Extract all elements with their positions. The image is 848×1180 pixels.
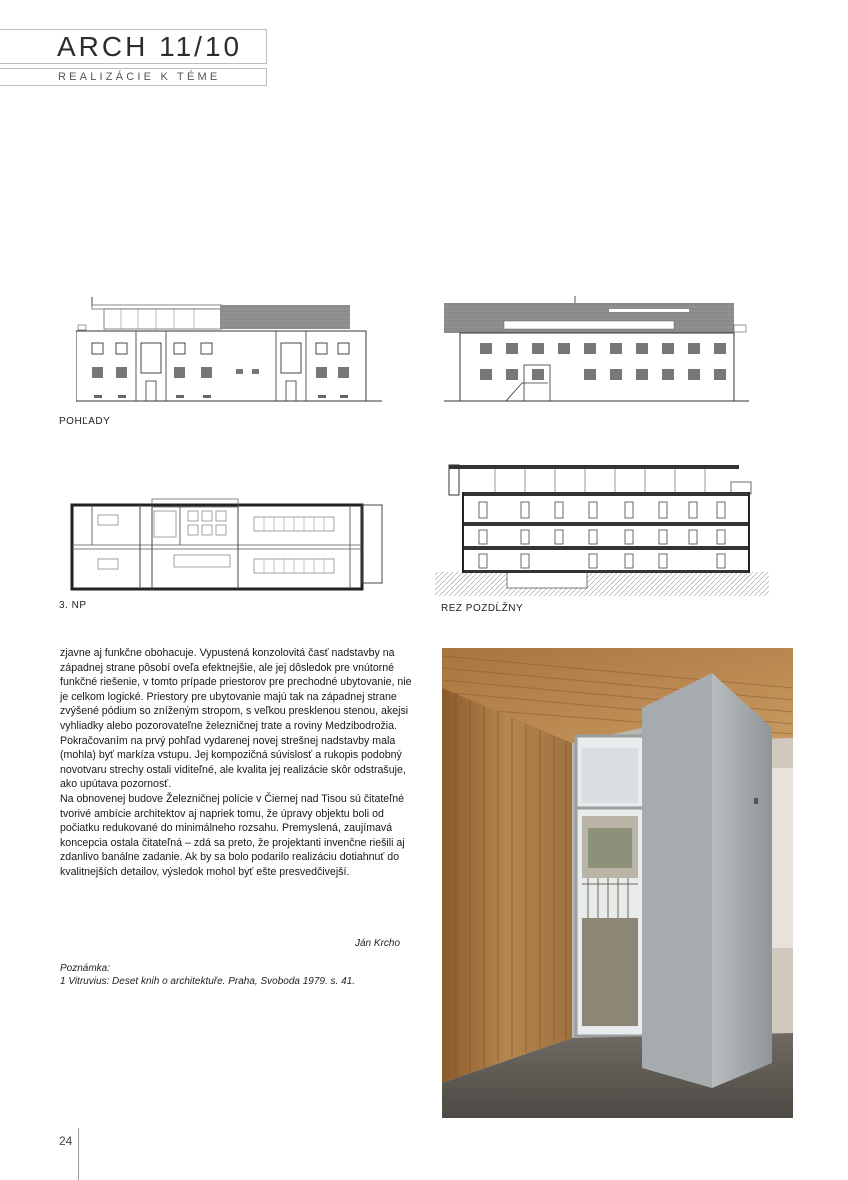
section-subtitle: REALIZÁCIE K TÉME xyxy=(58,71,221,83)
article-paragraph: Na obnovenej budove Železničnej polície v Čiernej nad Tisou sú čitateľné tvorivé ambície architektov aj napriek tomu, že úpravy objektu boli od počiatku redukované do minimálneho rozsahu. Premyslená, zaujímavá koncepcia ostala čitateľná – zdá sa preto, že projektanti invenčne riešili aj zdanlivo banálne zadanie. Ak by sa bolo podarilo realizáciu dotiahnuť do kvalitnejších detailov, výsledok mohol byť ešte presvedčivejší. xyxy=(60,792,405,878)
article-body xyxy=(60,646,415,880)
page-number-rule xyxy=(78,1128,79,1180)
elevations-caption: POHĽADY xyxy=(59,416,111,427)
footnote xyxy=(60,962,355,988)
elevation-drawing-right xyxy=(444,295,749,403)
article-paragraph: zjavne aj funkčne obohacuje. Vypustená konzolovitá časť nadstavby na západnej strane pôsobí oveľa efektnejšie, ale jej dôsledok pre vnútorné funkčné riešenie, v tomto prípade priestorov pre prechodné ubytovanie, nie je celkom logické. Priestory pre ubytovanie majú tak na západnej strane zvýšené pódium so zníženým stropom, s veľkou presklenou stenou, akejsi vyhliadky alebo pozorovateľne železničnej trate a roviny Medzibodrožia. Pokračovaním na prvý pohľad vydarenej novej strešnej nadstavby mala (mohla) byť markíza vstupu. Jej kompozičná súvislosť a rukopis podobný novotvaru strechy ostali viditeľné, ale kvalita jej realizácie skôr odstrašuje, ako upútava pozornosť. xyxy=(60,647,412,791)
page-number: 24 xyxy=(59,1134,73,1148)
magazine-title: ARCH 11/10 xyxy=(57,31,243,62)
floor-plan-caption: 3. NP xyxy=(59,600,87,611)
floor-plan-drawing xyxy=(70,497,384,593)
footnote-text: 1 Vitruvius: Deset knih o architektuře. Praha, Svoboda 1979. s. 41. xyxy=(60,976,355,987)
footnote-label: Poznámka: xyxy=(60,963,111,974)
section-drawing xyxy=(435,460,769,596)
author-signature: Ján Krcho xyxy=(355,938,401,949)
section-caption: REZ POZDĹŽNY xyxy=(441,603,524,614)
elevation-drawing-left xyxy=(76,295,382,403)
interior-photo xyxy=(442,648,793,1118)
